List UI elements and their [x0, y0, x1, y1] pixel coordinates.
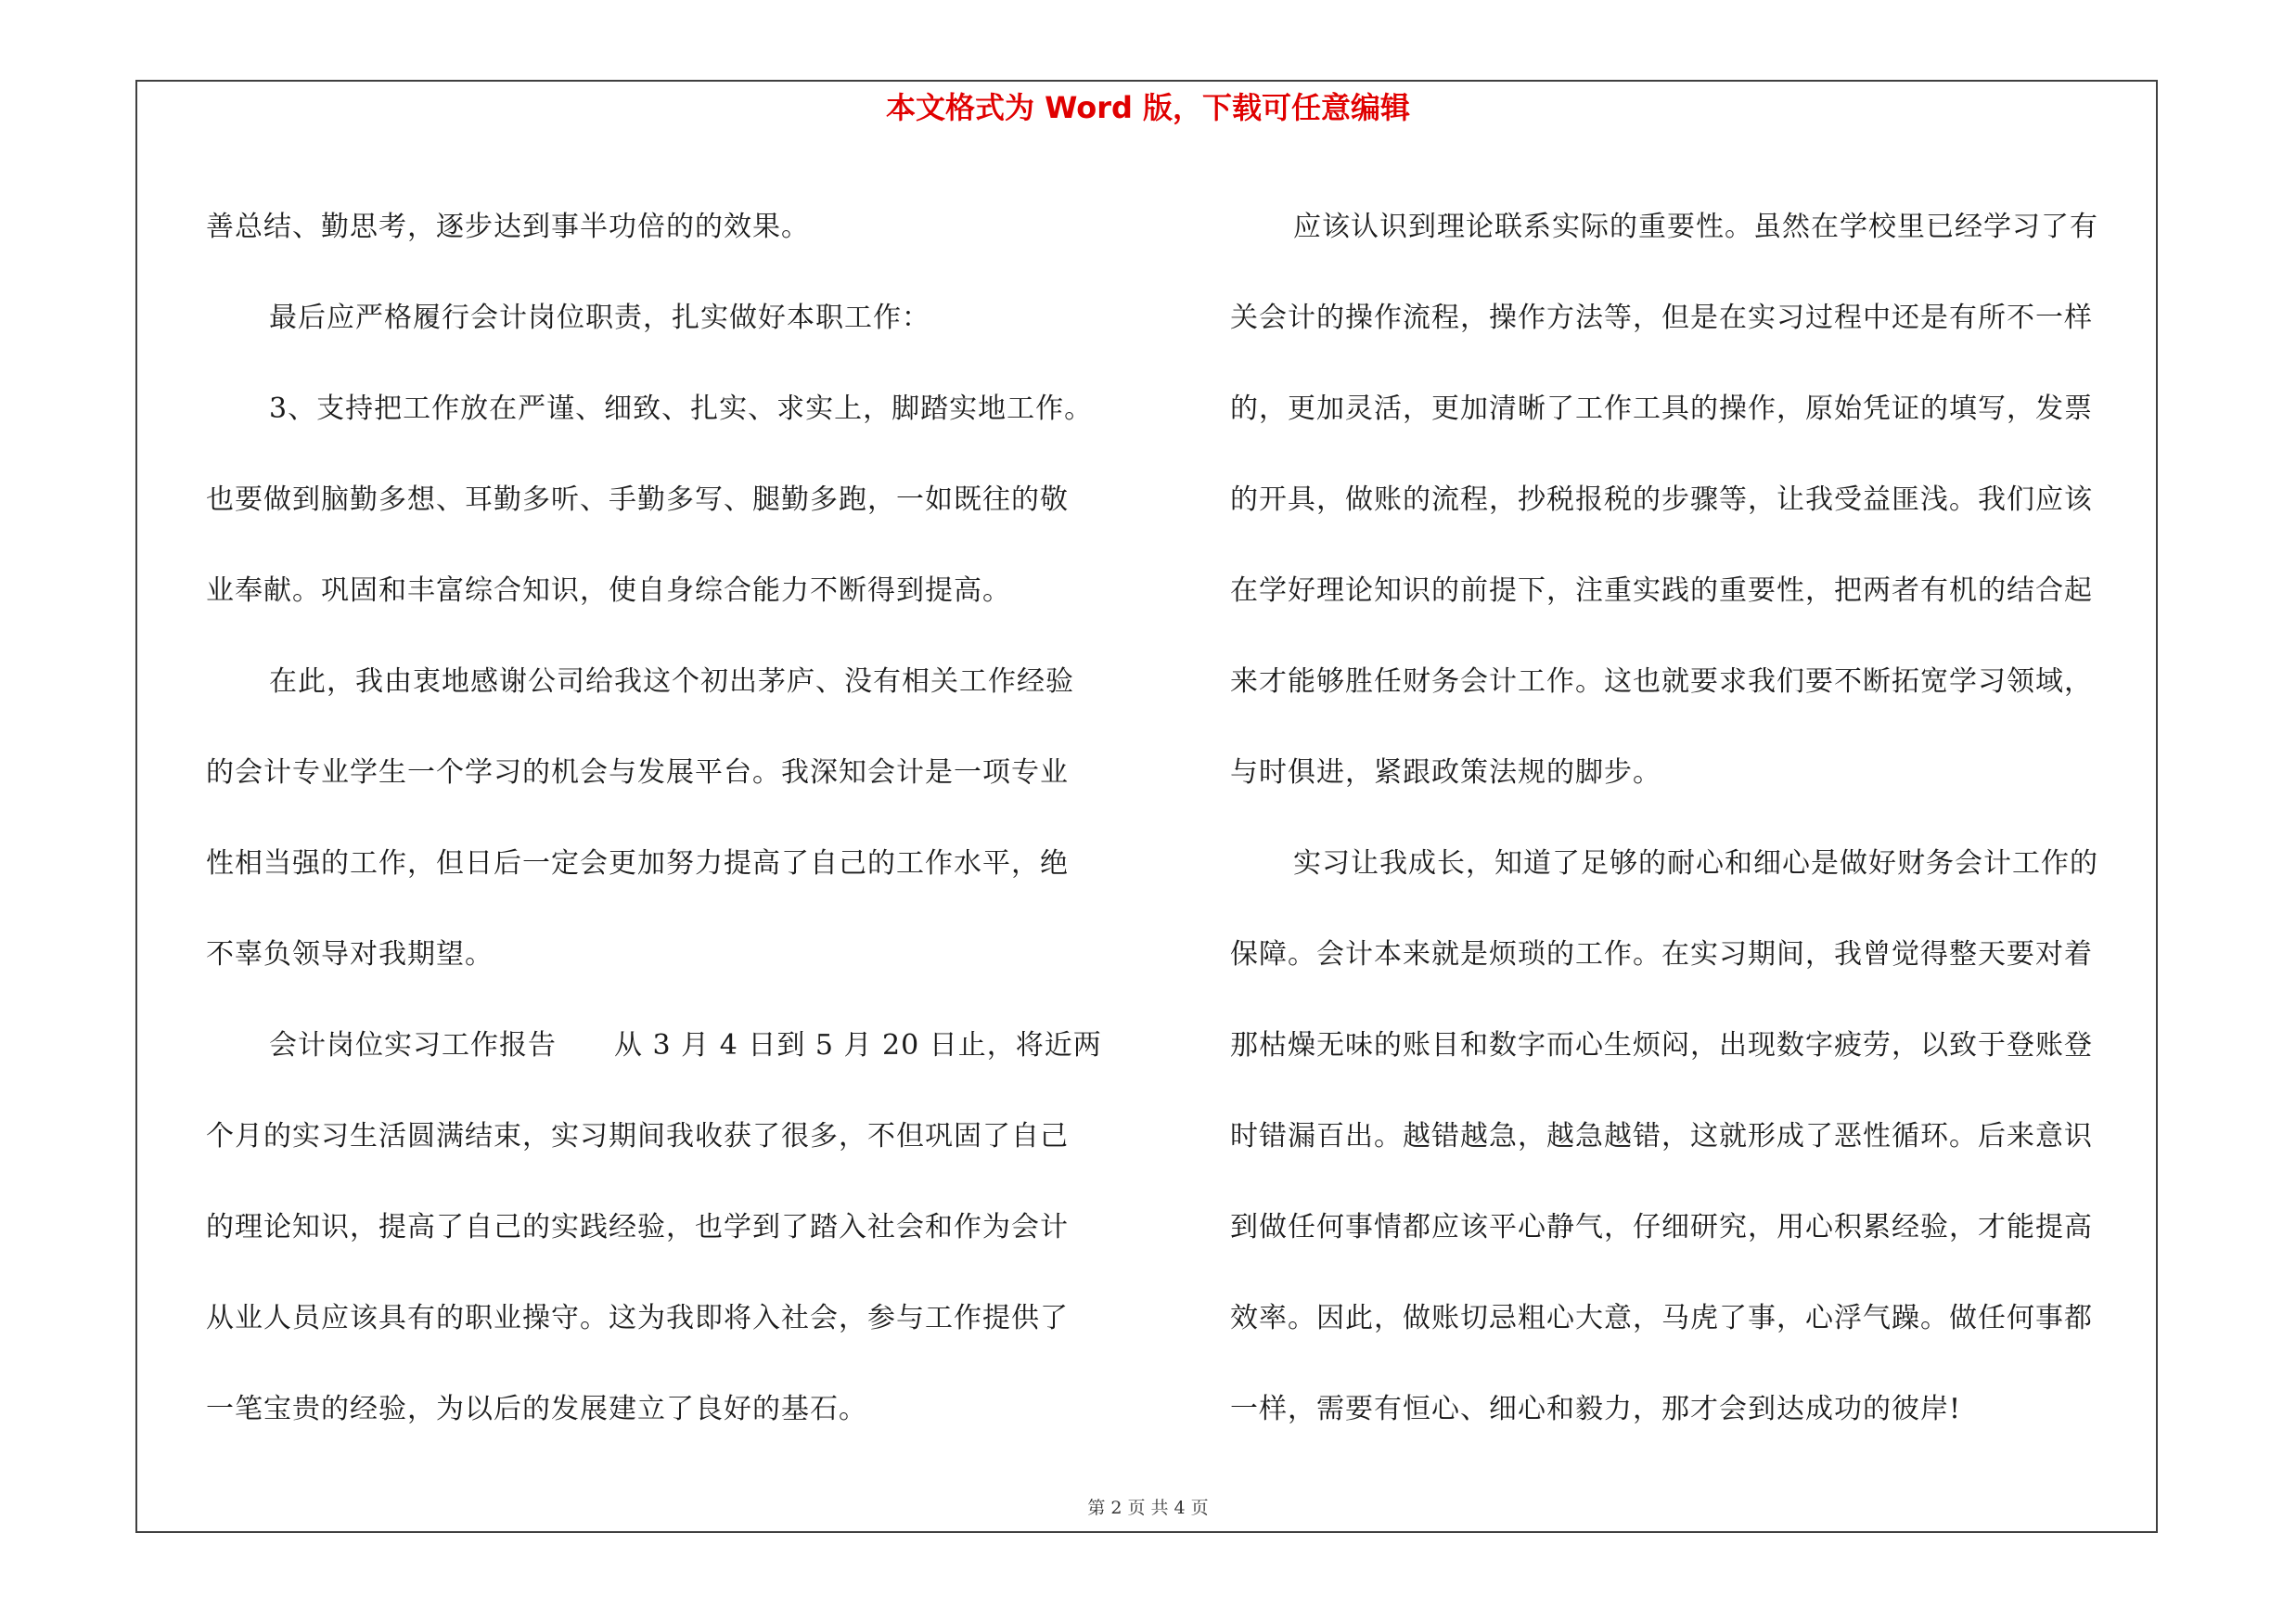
text-line: 3、支持把工作放在严谨、细致、扎实、求实上，脚踏实地工作。 — [269, 393, 1094, 425]
text-line: 应该认识到理论联系实际的重要性。虽然在学校里已经学习了有 — [1293, 211, 2098, 243]
text-line: 的理论知识，提高了自己的实践经验，也学到了踏入社会和作为会计 — [206, 1211, 1069, 1243]
text-line: 从业人员应该具有的职业操守。这为我即将入社会，参与工作提供了 — [206, 1302, 1069, 1334]
text-line: 在学好理论知识的前提下，注重实践的重要性，把两者有机的结合起 — [1230, 574, 2093, 607]
left-text-column — [206, 182, 1152, 1455]
text-line: 效率。因此，做账切忌粗心大意，马虎了事，心浮气躁。做任何事都 — [1230, 1302, 2093, 1334]
text-line: 来才能够胜任财务会计工作。这也就要求我们要不断拓宽学习领域， — [1230, 665, 2093, 698]
text-line: 最后应严格履行会计岗位职责，扎实做好本职工作： — [269, 302, 930, 334]
text-line: 会计岗位实习工作报告 从 3 月 4 日到 5 月 20 日止，将近两 — [269, 1029, 1102, 1062]
text-line: 实习让我成长，知道了足够的耐心和细心是做好财务会计工作的 — [1293, 847, 2098, 880]
text-line: 的开具，做账的流程，抄税报税的步骤等，让我受益匪浅。我们应该 — [1230, 483, 2093, 516]
text-line: 的，更加灵活，更加清晰了工作工具的操作，原始凭证的填写，发票 — [1230, 393, 2093, 425]
text-line: 到做任何事情都应该平心静气，仔细研究，用心积累经验，才能提高 — [1230, 1211, 2093, 1243]
text-line: 善总结、勤思考，逐步达到事半功倍的的效果。 — [206, 211, 810, 243]
text-line: 与时俱进，紧跟政策法规的脚步。 — [1230, 756, 1661, 789]
text-line: 也要做到脑勤多想、耳勤多听、手勤多写、腿勤多跑，一如既往的敬 — [206, 483, 1069, 516]
text-line: 那枯燥无味的账目和数字而心生烦闷，出现数字疲劳，以致于登账登 — [1230, 1029, 2093, 1062]
text-line: 保障。会计本来就是烦琐的工作。在实习期间，我曾觉得整天要对着 — [1230, 938, 2093, 971]
text-line: 关会计的操作流程，操作方法等，但是在实习过程中还是有所不一样 — [1230, 302, 2093, 334]
text-line: 在此，我由衷地感谢公司给我这个初出茅庐、没有相关工作经验 — [269, 665, 1074, 698]
text-line: 不辜负领导对我期望。 — [206, 938, 494, 971]
text-line: 业奉献。巩固和丰富综合知识，使自身综合能力不断得到提高。 — [206, 574, 1011, 607]
text-line: 个月的实习生活圆满结束，实习期间我收获了很多，不但巩固了自己 — [206, 1120, 1069, 1153]
text-line: 的会计专业学生一个学习的机会与发展平台。我深知会计是一项专业 — [206, 756, 1069, 789]
text-line: 一样，需要有恒心、细心和毅力，那才会到达成功的彼岸! — [1230, 1393, 1962, 1425]
word-format-banner: 本文格式为 Word 版，下载可任意编辑 — [885, 90, 1411, 125]
text-line: 一笔宝贵的经验，为以后的发展建立了良好的基石。 — [206, 1393, 867, 1425]
right-text-column — [1230, 182, 2158, 1455]
page-number-footer: 第 2 页 共 4 页 — [1087, 1498, 1209, 1518]
text-line: 时错漏百出。越错越急，越急越错，这就形成了恶性循环。后来意识 — [1230, 1120, 2093, 1153]
text-line: 性相当强的工作，但日后一定会更加努力提高了自己的工作水平，绝 — [206, 847, 1069, 880]
